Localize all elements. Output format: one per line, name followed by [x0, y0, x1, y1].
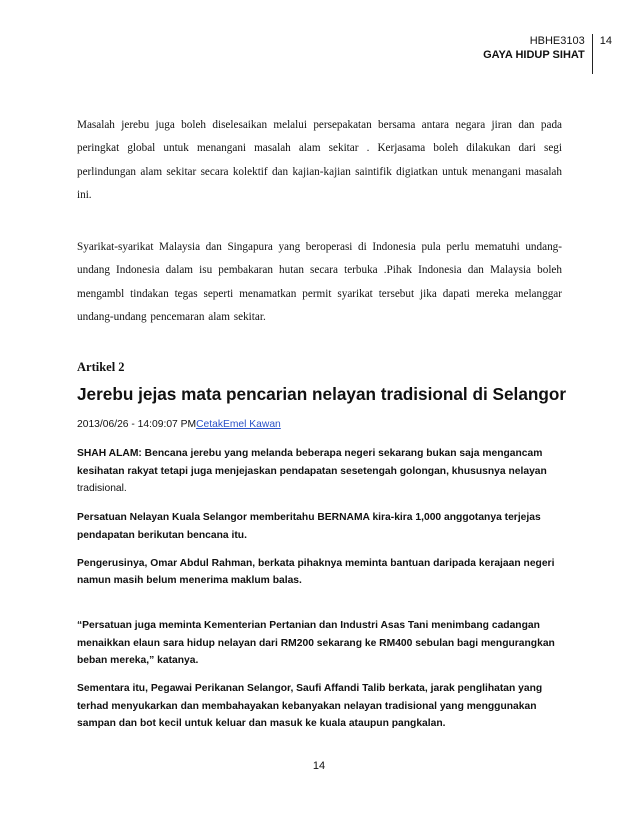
email-friend-link[interactable]: Emel Kawan — [222, 419, 281, 431]
header-page-number: 14 — [599, 35, 612, 47]
body-paragraph-2: Syarikat-syarikat Malaysia dan Singapura yang beroperasi di Indonesia pula perlu mematuhi undang-undang Indonesia dalam isu pembakaran hutan secara terbuka .Pihak Indonesia dan Malaysia boleh mengambl tindakan tegas seperti menamatkan permit syarikat tersebut jika dapati mereka melanggar undang-undang pencemaran alam sekitar. — [77, 241, 562, 324]
news-paragraph-3: Pengerusinya, Omar Abdul Rahman, berkata pihaknya meminta bantuan daripada kerajaan negeri namun masih belum menerima maklum balas. — [77, 557, 555, 587]
page-content — [77, 114, 567, 732]
article-label: Artikel 2 — [77, 360, 125, 375]
article-timestamp: 2013/06/26 - 14:09:07 PM — [77, 419, 197, 431]
news-paragraph-1 — [77, 445, 562, 497]
news-paragraph-2: Persatuan Nelayan Kuala Selangor memberitahu BERNAMA kira-kira 1,000 anggotanya terjejas pendapatan berikutan bencana itu. — [77, 512, 541, 541]
header-course-block — [483, 34, 593, 74]
news-paragraph-5: Sementara itu, Pegawai Perikanan Selangor, Saufi Affandi Talib berkata, jarak penglihatan yang terhad menyukarkan dan membahayakan kebanyakan nelayan tradisional yang menggunakan sampan dan bot kecil untuk keluar dan masuk ke kuala ataupun pangkalan. — [77, 683, 543, 729]
article-title: Jerebu jejas mata pencarian nelayan tradisional di Selangor — [77, 384, 567, 405]
news-paragraph-4: “Persatuan juga meminta Kementerian Pertanian dan Industri Asas Tani menimbang cadangan menaikkan elaun sara hidup nelayan dari RM200 sekarang ke RM400 sebulan bagi mengurangkan beban mereka,” katanya. — [77, 620, 555, 667]
news-paragraph-1-lead: SHAH ALAM: Bencana jerebu yang melanda beberapa negeri sekarang bukan saja mengancam kesihatan rakyat tetapi juga menjejaskan pendapatan sesetengah golongan, khususnya nelayan — [77, 448, 547, 477]
news-paragraph-1-rest: tradisional. — [77, 482, 127, 494]
body-paragraph-1: Masalah jerebu juga boleh diselesaikan melalui persepakatan bersama antara negara jiran dan pada peringkat global untuk menangani masalah alam sekitar . Kerjasama boleh dilakukan dari segi perlindungan alam sekitar secara kolektif dan kajian-kajian saintifik digiatkan untuk menangani masalah ini. — [77, 119, 562, 201]
page-header — [483, 34, 612, 74]
footer-page-number: 14 — [312, 760, 326, 772]
print-link[interactable]: Cetak — [196, 419, 223, 431]
course-code: HBHE3103 — [529, 35, 585, 47]
course-title: GAYA HIDUP SIHAT — [483, 49, 585, 61]
article-meta — [77, 418, 562, 432]
